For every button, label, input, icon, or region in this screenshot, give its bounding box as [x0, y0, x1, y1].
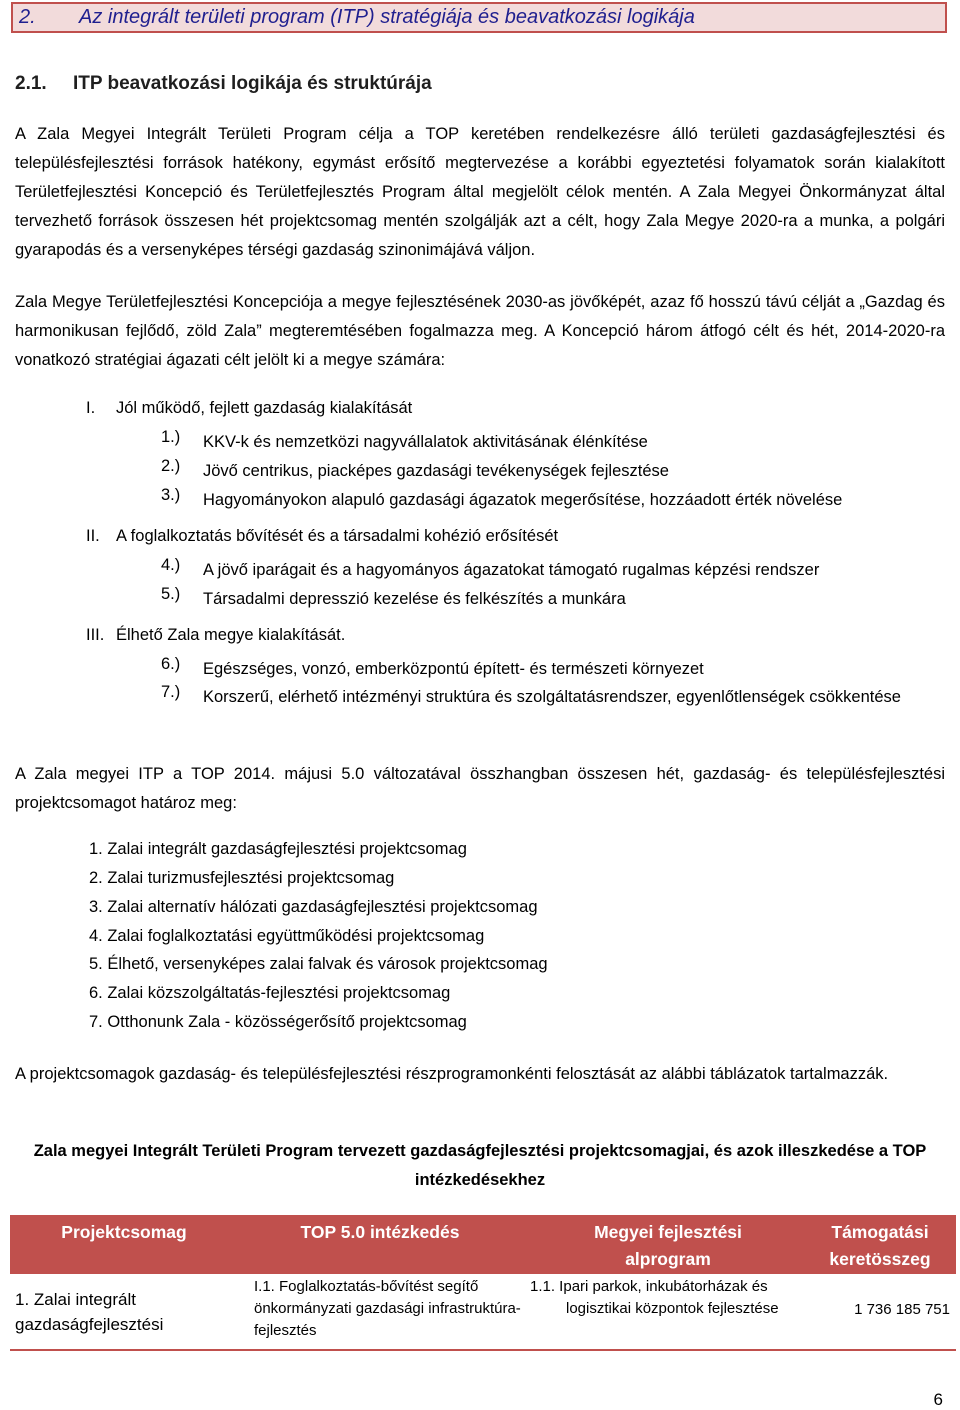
- header-subprogram: Megyei fejlesztési alprogram: [594, 1222, 742, 1269]
- chapter-title: Az integrált területi program (ITP) stratégiája és beavatkozási logikája: [79, 6, 695, 28]
- objective-number: 7.): [161, 683, 181, 701]
- paragraph-tables-intro: A projektcsomagok gazdaság- és településfejlesztési részprogramonkénti felosztását az alábbi táblázatok tartalmazzák.: [15, 1065, 889, 1083]
- package-item: 1. Zalai integrált gazdaságfejlesztési projektcsomag: [89, 840, 467, 858]
- objective-text: Korszerű, elérhető intézményi struktúra és szolgáltatásrendszer, egyenlőtlenségek csökkentése: [203, 688, 901, 706]
- objective-number: 6.): [161, 655, 181, 673]
- objective-number: 5.): [161, 585, 181, 603]
- goal-number: II.: [86, 527, 100, 545]
- goal-number: I.: [86, 399, 96, 417]
- objective-text: Egészséges, vonzó, emberközpontú épített- és természeti környezet: [203, 660, 704, 678]
- cell-subprogram: 1.1. Ipari parkok, inkubátorházak és logisztikai központok fejlesztése: [530, 1278, 779, 1317]
- objective-item: [161, 428, 941, 457]
- objective-number: 1.): [161, 428, 181, 446]
- objective-text: KKV-k és nemzetközi nagyvállalatok aktivitásának élénkítése: [203, 433, 648, 451]
- objective-number: 4.): [161, 556, 181, 574]
- package-item: 3. Zalai alternatív hálózati gazdaságfejlesztési projektcsomag: [89, 898, 538, 916]
- goal-text: Élhető Zala megye kialakítását.: [116, 626, 346, 644]
- paragraph-packages-intro: A Zala megyei ITP a TOP 2014. májusi 5.0 változatával összhangban összesen hét, gazdaság- és településfejlesztési projektcsomagot határoz meg:: [15, 765, 945, 812]
- package-item: 5. Élhető, versenyképes zalai falvak és városok projektcsomag: [89, 955, 548, 973]
- package-item: 4. Zalai foglalkoztatási együttműködési projektcsomag: [89, 927, 485, 945]
- objective-item: [161, 457, 941, 486]
- header-amount: Támogatási keretösszeg: [829, 1222, 931, 1269]
- objective-text: Társadalmi depresszió kezelése és felkészítés a munkára: [203, 590, 626, 608]
- page-number: 6: [933, 1390, 943, 1409]
- goal-item: [86, 527, 558, 546]
- objective-item: [161, 655, 941, 684]
- chapter-number: 2.: [19, 6, 36, 28]
- package-item: 2. Zalai turizmusfejlesztési projektcsomag: [89, 869, 395, 887]
- goal-number: III.: [86, 626, 105, 644]
- objective-text: A jövő iparágait és a hagyományos ágazatokat támogató rugalmas képzési rendszer: [203, 561, 820, 579]
- section-number: 2.1.: [15, 73, 47, 94]
- table-header-row: [10, 1217, 956, 1274]
- goal-text: Jól működő, fejlett gazdaság kialakítását: [116, 399, 413, 417]
- goal-text: A foglalkoztatás bővítését és a társadalmi kohézió erősítését: [116, 527, 559, 545]
- chapter-heading: [11, 2, 947, 33]
- objective-number: 2.): [161, 457, 181, 475]
- cell-amount: 1 736 185 751: [854, 1301, 950, 1318]
- paragraph-intro: A Zala Megyei Integrált Területi Program célja a TOP keretében rendelkezésre álló területi gazdaságfejlesztési és településfejlesztési források hatékony, egymást erősítő megtervezése a korábbi egyeztetési folyamatok során kialakított Területfejlesztési Koncepció és Területfejlesztés Program által megjelölt célok mentén. A Zala Megyei Önkormányzat által tervezhető források összesen hét projektcsomag mentén szolgálják azt a célt, hogy Zala Megye 2020-ra a munka, a polgári gyarapodás és a versenyképes térségi gazdaság szinonimájává váljon.: [15, 125, 945, 259]
- table-title: Zala megyei Integrált Területi Program tervezett gazdaságfejlesztési projektcsomagjai, és azok illeszkedése a TOP intézkedésekhez: [33, 1142, 927, 1189]
- objective-text: Jövő centrikus, piacképes gazdasági tevékenységek fejlesztése: [203, 462, 669, 480]
- objective-item: [161, 486, 941, 515]
- goal-item: [86, 399, 412, 418]
- objective-item: [161, 683, 941, 712]
- objective-number: 3.): [161, 486, 181, 504]
- package-item: 7. Otthonunk Zala - közösségerősítő projektcsomag: [89, 1013, 467, 1031]
- section-title: ITP beavatkozási logikája és struktúrája: [73, 73, 432, 94]
- projects-table: [10, 1215, 956, 1351]
- paragraph-concept: Zala Megye Területfejlesztési Koncepciója a megye fejlesztésének 2030-as jövőképét, azaz fő hosszú távú célját a „Gazdag és harmonikusan fejlődő, zöld Zala” megteremtésében fogalmazza meg. A Koncepció három átfogó célt és hét, 2014-2020-ra vonatkozó stratégiai ágazati célt jelölt ki a megye számára:: [15, 293, 945, 369]
- goal-item: [86, 626, 345, 645]
- section-heading: [15, 73, 432, 95]
- header-package: Projektcsomag: [61, 1222, 187, 1242]
- cell-measure: I.1. Foglalkoztatás-bővítést segítő önkormányzati gazdasági infrastruktúra-fejlesztés: [254, 1278, 521, 1339]
- objective-item: [161, 585, 941, 614]
- cell-package: 1. Zalai integrált gazdaságfejlesztési: [15, 1290, 164, 1334]
- objective-text: Hagyományokon alapuló gazdasági ágazatok megerősítése, hozzáadott érték növelése: [203, 491, 843, 509]
- package-item: 6. Zalai közszolgáltatás-fejlesztési projektcsomag: [89, 984, 451, 1002]
- header-measure: TOP 5.0 intézkedés: [300, 1222, 460, 1242]
- objective-item: [161, 556, 941, 585]
